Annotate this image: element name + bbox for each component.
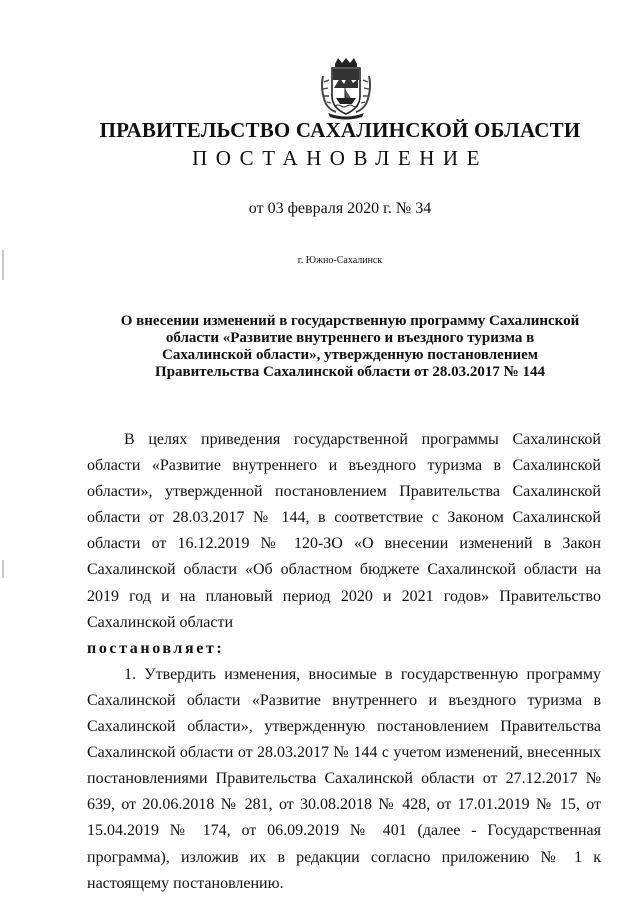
document-date-number: от 03 февраля 2020 г. № 34 — [248, 200, 432, 217]
document-subject: О внесении изменений в государственную программу Сахалинской области «Развитие внутреннего и въездного туризма в Сахалинской области», утвержденную постановлением Правительства Сахалинской области от 28.03.2017 № 144 — [120, 313, 580, 380]
decree-word: постановляет: — [87, 639, 225, 657]
document-city: г. Южно-Сахалинск — [297, 255, 383, 266]
document-body — [87, 427, 601, 897]
item-1-paragraph: 1. Утвердить изменения, вносимые в государственную программу Сахалинской области «Развитие внутреннего и въездного туризма в Сахалинской области», утвержденную постановлением Правительства Сахалинской области от 28.03.2017 № 144 с учетом изменений, внесенных постановлениями Правительства Сахалинской области от 27.12.2017 № 639, от 20.06.2018 № 281, от 30.08.2018 № 428, от 17.01.2019 № 15, от 15.04.2019 № 174, от 06.09.2019 № 401 (далее - Государственная программа), изложив их в редакции согласно приложению № 1 к настоящему постановлению. — [87, 665, 601, 892]
sakhalin-coat-of-arms-icon — [318, 58, 374, 120]
preamble-paragraph: В целях приведения государственной программы Сахалинской области «Развитие внутреннего и въездного туризма в Сахалинской области», утвержденной постановлением Правительства Сахалинской области от 28.03.2017 № 144, в соответствие с Законом Сахалинской области от 16.12.2019 № 120-ЗО «О внесении изменений в Закон Сахалинской области «Об областном бюджете Сахалинской области на 2019 год и на плановый период 2020 и 2021 годов» Правительство Сахалинской области — [87, 431, 601, 631]
document-type: ПОСТАНОВЛЕНИЕ — [192, 146, 488, 170]
government-title: ПРАВИТЕЛЬСТВО САХАЛИНСКОЙ ОБЛАСТИ — [99, 118, 581, 142]
scan-edge-mark — [2, 560, 4, 578]
